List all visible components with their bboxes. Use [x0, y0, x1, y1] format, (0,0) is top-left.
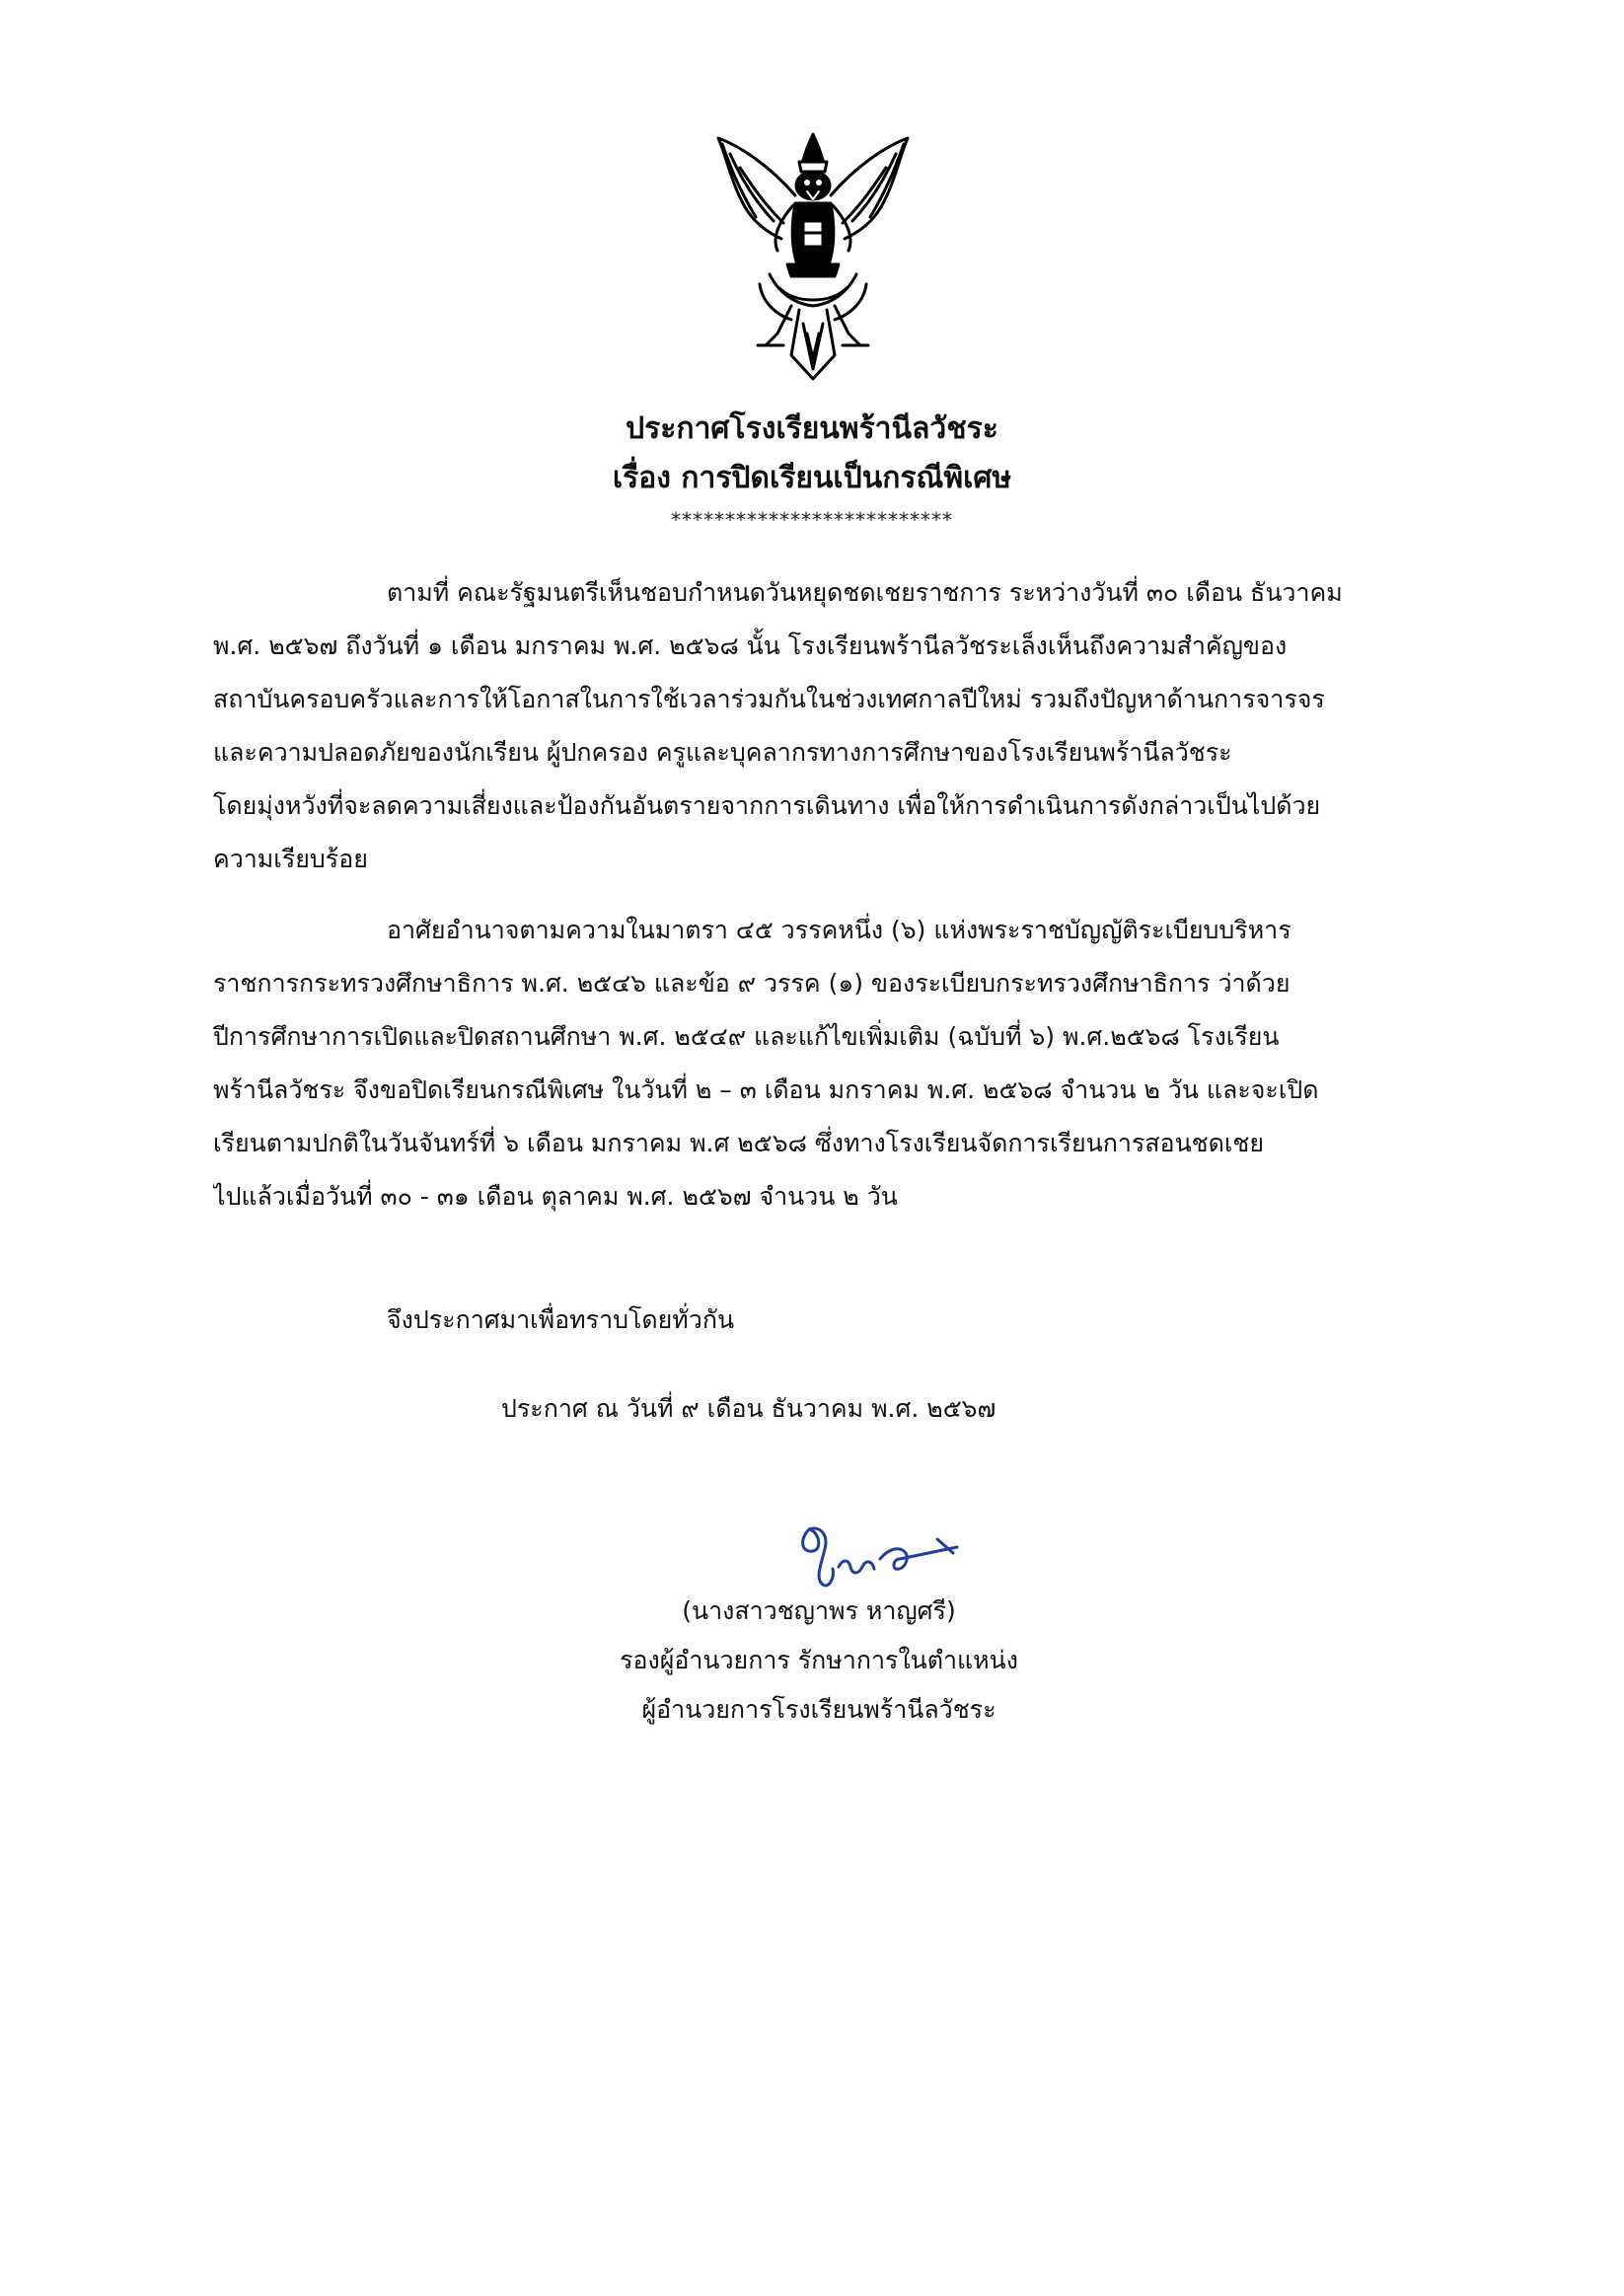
- paragraph-line: พร้านีลวัชระ จึงขอปิดเรียนกรณีพิเศษ ในวันที่ ๒ – ๓ เดือน มกราคม พ.ศ. ๒๕๖๘ จำนวน ๒ วัน และจะเปิด: [213, 1075, 1319, 1104]
- signer-position-1: รองผู้อำนวยการ รักษาการในตำแหน่ง: [620, 1646, 1018, 1674]
- paragraph-line: ความเรียบร้อย: [213, 845, 368, 873]
- paragraph-line: ปีการศึกษาการเปิดและปิดสถานศึกษา พ.ศ. ๒๕๔๙ และแก้ไขเพิ่มเติม (ฉบับที่ ๖) พ.ศ.๒๕๖๘ โรงเรียน: [213, 1022, 1280, 1051]
- paragraph-line: สถาบันครอบครัวและการให้โอกาสในการใช้เวลาร่วมกันในช่วงเทศกาลปีใหม่ รวมถึงปัญหาด้านการจารจร: [213, 685, 1325, 713]
- paragraph-line: และความปลอดภัยของนักเรียน ผู้ปกครอง ครูและบุคลากรทางการศึกษาของโรงเรียนพร้านีลวัชระ: [213, 738, 1232, 767]
- paragraph-line: โดยมุ่งหวังที่จะลดความเสี่ยงและป้องกันอันตรายจากการเดินทาง เพื่อให้การดำเนินการดังกล่าวเป็นไปด้วย: [213, 791, 1321, 820]
- signature-mark: [789, 1510, 967, 1598]
- title-separator: **************************: [671, 508, 953, 532]
- paragraph-line: พ.ศ. ๒๕๖๗ ถึงวันที่ ๑ เดือน มกราคม พ.ศ. ๒๕๖๘ นั้น โรงเรียนพร้านีลวัชระเล็งเห็นถึงความสำคัญของ: [213, 631, 1288, 660]
- paragraph-line: ตามที่ คณะรัฐมนตรีเห็นชอบกำหนดวันหยุดชดเชยราชการ ระหว่างวันที่ ๓๐ เดือน ธันวาคม: [387, 578, 1343, 607]
- title-block: [0, 405, 1624, 535]
- signature-block: [553, 1587, 1085, 1735]
- announcement-title: ประกาศโรงเรียนพร้านีลวัชระ: [626, 411, 998, 446]
- signer-name: (นางสาวชญาพร หาญศรี): [682, 1596, 956, 1625]
- paragraph-2: [213, 904, 1429, 1223]
- closing-statement: จึงประกาศมาเพื่อทราบโดยทั่วกัน: [387, 1305, 735, 1334]
- paragraph-1: [213, 566, 1429, 886]
- announcement-subject: เรื่อง การปิดเรียนเป็นกรณีพิเศษ: [612, 461, 1012, 495]
- garuda-emblem-icon: [701, 126, 925, 385]
- paragraph-line: อาศัยอำนาจตามความในมาตรา ๔๕ วรรคหนึ่ง (๖) แห่งพระราชบัญญัติระเบียบบริหาร: [387, 916, 1292, 944]
- paragraph-line: ไปแล้วเมื่อวันที่ ๓๐ - ๓๑ เดือน ตุลาคม พ.ศ. ๒๕๖๗ จำนวน ๒ วัน: [213, 1182, 898, 1211]
- announce-date: ประกาศ ณ วันที่ ๙ เดือน ธันวาคม พ.ศ. ๒๕๖๗: [501, 1394, 997, 1423]
- paragraph-line: ราชการกระทรวงศึกษาธิการ พ.ศ. ๒๕๔๖ และข้อ ๙ วรรค (๑) ของระเบียบกระทรวงศึกษาธิการ ว่าด้วย: [213, 969, 1291, 998]
- signer-position-2: ผู้อำนวยการโรงเรียนพร้านีลวัชระ: [641, 1695, 997, 1724]
- paragraph-line: เรียนตามปกติในวันจันทร์ที่ ๖ เดือน มกราคม พ.ศ ๒๕๖๘ ซึ่งทางโรงเรียนจัดการเรียนการสอนชดเชย: [213, 1129, 1265, 1157]
